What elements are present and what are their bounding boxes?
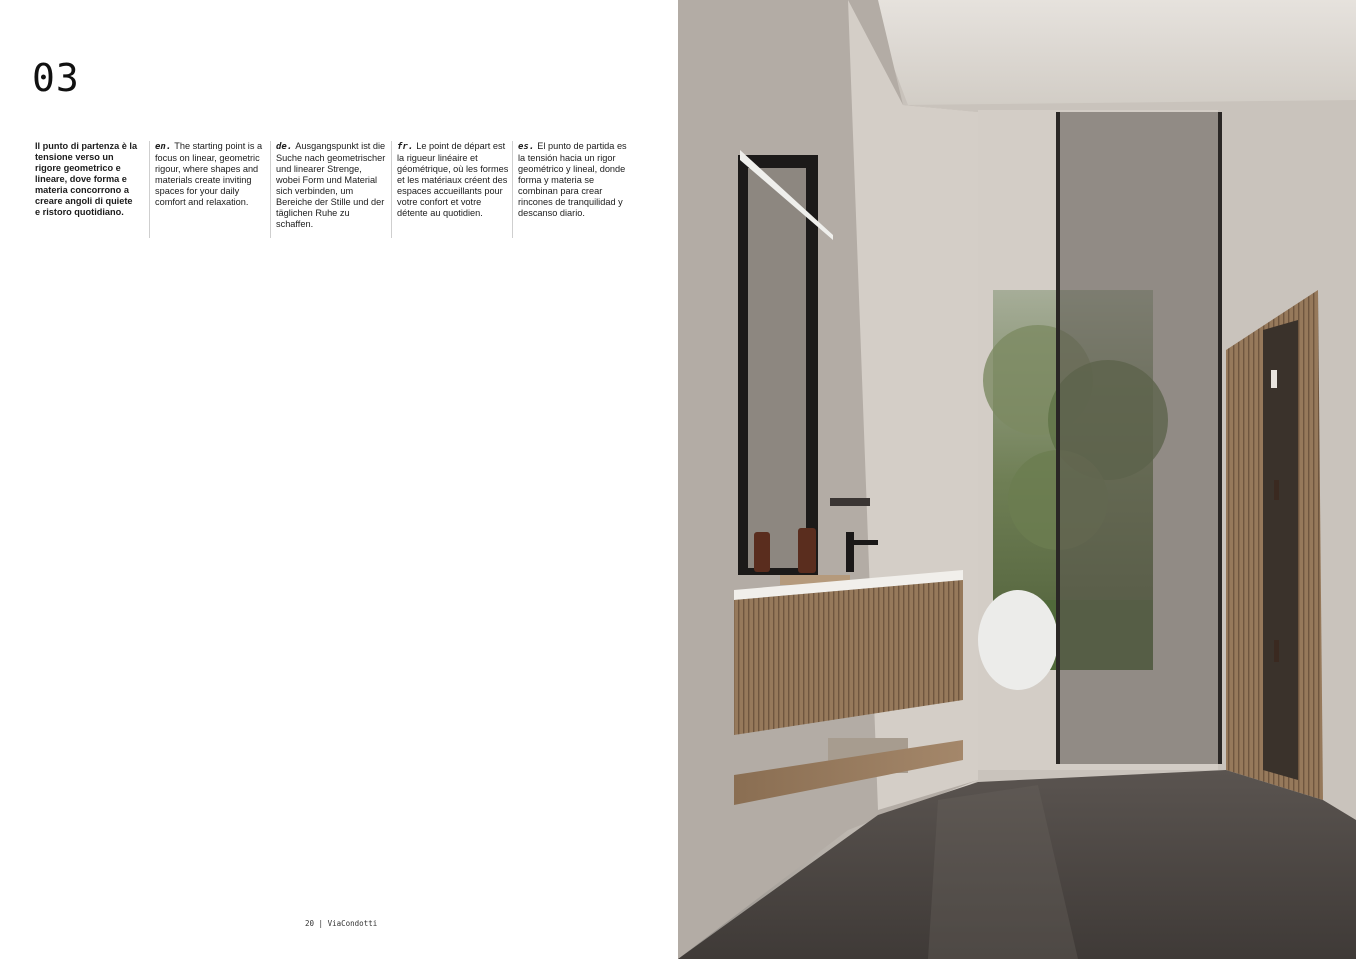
intro-text-spanish <box>512 141 630 219</box>
lang-code-de: de. <box>276 142 293 152</box>
intro-text-italian: Il punto di partenza è la tensione verso un rigore geometrico e lineare, dove forma e materia concorrono a creare angoli di quiete e ristoro quotidiano. <box>35 141 138 217</box>
intro-text-french <box>391 141 509 219</box>
lang-code-fr: fr. <box>397 142 414 152</box>
page-footer: 20 | ViaCondotti <box>305 919 378 928</box>
text-de: Ausgangspunkt ist die Suche nach geometrischer und linearer Strenge, wobei Form und Material sich verbinden, um Bereiche der Stille und der täglichen Ruhe zu schaffen. <box>276 141 386 229</box>
text-fr: Le point de départ est la rigueur linéaire et géométrique, où les formes et les matériaux créent des espaces accueillants pour votre confort et votre détente au quotidien. <box>397 141 509 218</box>
intro-text-german <box>270 141 388 230</box>
section-number: 03 <box>32 56 80 100</box>
lang-code-es: es. <box>518 142 535 152</box>
text-es: El punto de partida es la tensión hacia un rigor geométrico y lineal, donde forma y materia se combinan para crear rincones de tranquilidad y descanso diario. <box>518 141 627 218</box>
text-en: The starting point is a focus on linear, geometric rigour, where shapes and materials create inviting spaces for your daily comfort and relaxation. <box>155 141 263 207</box>
bathroom-scene-illustration <box>678 0 1356 959</box>
lang-code-en: en. <box>155 142 172 152</box>
bathroom-photo <box>678 0 1356 959</box>
intro-text-english <box>149 141 267 208</box>
